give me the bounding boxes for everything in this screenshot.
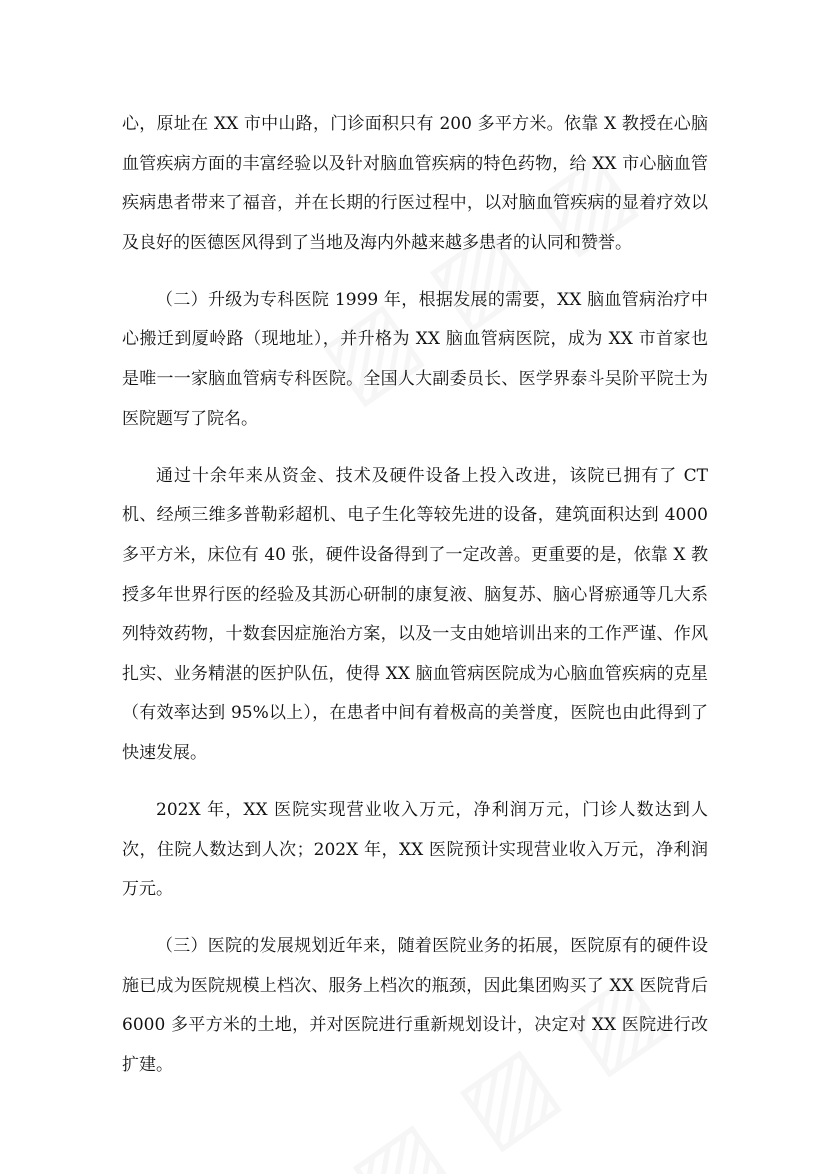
paragraph-equipment-improvement: 通过十余年来从资金、技术及硬件设备上投入改进，该院已拥有了 CT 机、经颅三维多普勒彩超机、电子生化等较先进的设备，建筑面积达到 4000 多平方米，床位有 40 张，硬件设备得到了一定改善。更重要的是，依靠 X 教授多年世界行医的经验及其沥心研制的康复液、脑复苏、脑心肾瘀通等几大系列特效药物，十数套因症施治方案，以及一支由她培训出来的工作严谨、作风扎实、业务精湛的医护队伍，使得 XX 脑血管病医院成为心脑血管疾病的克星（有效率达到 95%以上），在患者中间有着极高的美誉度，医院也由此得到了快速发展。	[122, 465, 708, 763]
paragraph-financials: 202X 年，XX 医院实现营业收入万元，净利润万元，门诊人数达到人次，住院人数达到人次；202X 年，XX 医院预计实现营业收入万元，净利润万元。	[122, 800, 708, 900]
paragraph-development-plan: （三）医院的发展规划近年来，随着医院业务的拓展，医院原有的硬件设施已成为医院规模上档次、服务上档次的瓶颈，因此集团购买了 XX 医院背后 6000 多平方米的土地，并对医院进行重新规划设计，决定对 XX 医院进行改扩建。	[122, 936, 708, 1076]
document-body	[122, 105, 708, 1103]
paragraph-continuation: 心，原址在 XX 市中山路，门诊面积只有 200 多平方米。依靠 X 教授在心脑血管疾病方面的丰富经验以及针对脑血管疾病的特色药物，给 XX 市心脑血管疾病患者带来了福音，并在长期的行医过程中，以对脑血管疾病的显着疗效以及良好的医德医风得到了当地及海内外越来越多患者的认同和赞誉。	[122, 114, 708, 253]
paragraph-specialty-upgrade: （二）升级为专科医院 1999 年，根据发展的需要，XX 脑血管病治疗中心搬迁到厦岭路（现地址），并升格为 XX 脑血管病医院，成为 XX 市首家也是唯一一家脑血管病专科医院。全国人大副委员长、医学界泰斗吴阶平院士为医院题写了院名。	[122, 289, 708, 429]
